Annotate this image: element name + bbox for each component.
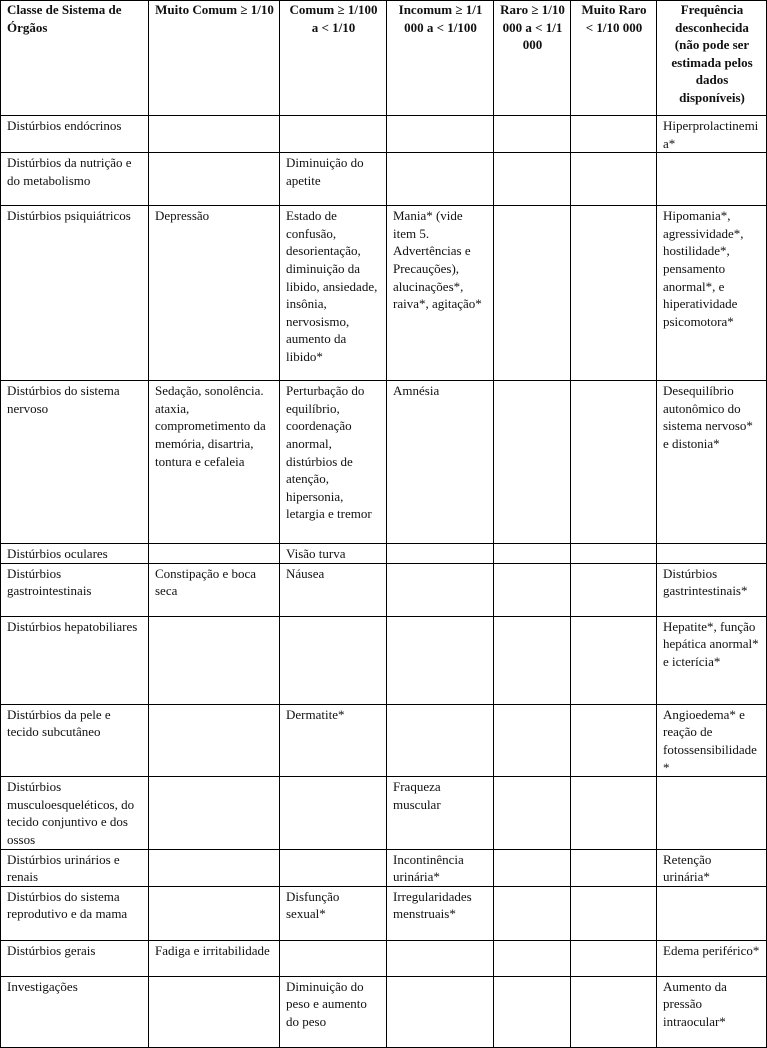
- uncommon-cell: [387, 940, 494, 976]
- table-row: [1, 940, 767, 976]
- very-common-cell: [149, 849, 280, 886]
- very-rare-cell: [571, 976, 657, 1047]
- rare-cell: [494, 206, 571, 381]
- uncommon-cell: [387, 976, 494, 1047]
- very-common-cell: [149, 116, 280, 153]
- very-common-cell: [149, 777, 280, 849]
- rare-cell: [494, 886, 571, 940]
- organ-class-cell: Distúrbios urinários e renais: [1, 849, 149, 886]
- uncommon-cell: Incontinência urinária*: [387, 849, 494, 886]
- unknown-frequency-cell: [657, 777, 767, 849]
- header-unknown-frequency: Frequência desconhecida (não pode ser estimada pelos dados disponíveis): [657, 1, 767, 116]
- very-rare-cell: [571, 563, 657, 616]
- table-row: [1, 704, 767, 776]
- common-cell: Diminuição do peso e aumento do peso: [280, 976, 387, 1047]
- table-row: [1, 116, 767, 153]
- organ-class-cell: Distúrbios psiquiátricos: [1, 206, 149, 381]
- very-common-cell: [149, 153, 280, 206]
- unknown-frequency-cell: [657, 153, 767, 206]
- uncommon-cell: Mania* (vide item 5. Advertências e Precauções), alucinações*, raiva*, agitação*: [387, 206, 494, 381]
- organ-class-cell: Distúrbios musculoesqueléticos, do tecido conjuntivo e dos ossos: [1, 777, 149, 849]
- uncommon-cell: Amnésia: [387, 381, 494, 544]
- common-cell: Náusea: [280, 563, 387, 616]
- unknown-frequency-cell: Aumento da pressão intraocular*: [657, 976, 767, 1047]
- header-common: Comum ≥ 1/100 a < 1/10: [280, 1, 387, 116]
- unknown-frequency-cell: Angioedema* e reação de fotossensibilidade*: [657, 704, 767, 776]
- common-cell: Dermatite*: [280, 704, 387, 776]
- rare-cell: [494, 544, 571, 564]
- unknown-frequency-cell: [657, 886, 767, 940]
- header-very-common: Muito Comum ≥ 1/10: [149, 1, 280, 116]
- uncommon-cell: [387, 544, 494, 564]
- organ-class-cell: Distúrbios oculares: [1, 544, 149, 564]
- very-common-cell: [149, 544, 280, 564]
- unknown-frequency-cell: Desequilíbrio autonômico do sistema nervoso* e distonia*: [657, 381, 767, 544]
- header-very-rare: Muito Raro < 1/10 000: [571, 1, 657, 116]
- uncommon-cell: [387, 563, 494, 616]
- very-common-cell: [149, 886, 280, 940]
- table-row: [1, 777, 767, 849]
- common-cell: Disfunção sexual*: [280, 886, 387, 940]
- very-rare-cell: [571, 940, 657, 976]
- table-body: [1, 116, 767, 1048]
- table-row: [1, 886, 767, 940]
- unknown-frequency-cell: Distúrbios gastrintestinais*: [657, 563, 767, 616]
- table-row: [1, 206, 767, 381]
- very-common-cell: Constipação e boca seca: [149, 563, 280, 616]
- unknown-frequency-cell: Hepatite*, função hepática anormal* e icterícia*: [657, 616, 767, 704]
- uncommon-cell: Fraqueza muscular: [387, 777, 494, 849]
- rare-cell: [494, 153, 571, 206]
- very-common-cell: [149, 976, 280, 1047]
- very-common-cell: [149, 616, 280, 704]
- organ-class-cell: Distúrbios gerais: [1, 940, 149, 976]
- rare-cell: [494, 563, 571, 616]
- rare-cell: [494, 616, 571, 704]
- common-cell: Estado de confusão, desorientação, diminuição da libido, ansiedade, insônia, nervosismo, aumento da libido*: [280, 206, 387, 381]
- rare-cell: [494, 940, 571, 976]
- header-rare: Raro ≥ 1/10 000 a < 1/1 000: [494, 1, 571, 116]
- organ-class-cell: Distúrbios do sistema reprodutivo e da mama: [1, 886, 149, 940]
- organ-class-cell: Distúrbios da pele e tecido subcutâneo: [1, 704, 149, 776]
- uncommon-cell: [387, 153, 494, 206]
- header-row: [1, 1, 767, 116]
- header-organ-class: Classe de Sistema de Órgãos: [1, 1, 149, 116]
- rare-cell: [494, 381, 571, 544]
- common-cell: Perturbação do equilíbrio, coordenação anormal, distúrbios de atenção, hipersonia, letargia e tremor: [280, 381, 387, 544]
- unknown-frequency-cell: Retenção urinária*: [657, 849, 767, 886]
- uncommon-cell: Irregularidades menstruais*: [387, 886, 494, 940]
- very-rare-cell: [571, 206, 657, 381]
- rare-cell: [494, 116, 571, 153]
- common-cell: [280, 777, 387, 849]
- very-common-cell: Depressão: [149, 206, 280, 381]
- header-uncommon: Incomum ≥ 1/1 000 a < 1/100: [387, 1, 494, 116]
- very-rare-cell: [571, 116, 657, 153]
- table-row: [1, 976, 767, 1047]
- uncommon-cell: [387, 616, 494, 704]
- unknown-frequency-cell: Hiperprolactinemia*: [657, 116, 767, 153]
- uncommon-cell: [387, 704, 494, 776]
- common-cell: [280, 849, 387, 886]
- table-row: [1, 616, 767, 704]
- table-row: [1, 381, 767, 544]
- organ-class-cell: Distúrbios endócrinos: [1, 116, 149, 153]
- common-cell: [280, 940, 387, 976]
- unknown-frequency-cell: Edema periférico*: [657, 940, 767, 976]
- rare-cell: [494, 704, 571, 776]
- organ-class-cell: Distúrbios do sistema nervoso: [1, 381, 149, 544]
- very-rare-cell: [571, 704, 657, 776]
- organ-class-cell: Distúrbios hepatobiliares: [1, 616, 149, 704]
- unknown-frequency-cell: Hipomania*, agressividade*, hostilidade*, pensamento anormal*, e hiperatividade psicomotora*: [657, 206, 767, 381]
- common-cell: [280, 616, 387, 704]
- very-rare-cell: [571, 544, 657, 564]
- organ-class-cell: Investigações: [1, 976, 149, 1047]
- table-row: [1, 544, 767, 564]
- rare-cell: [494, 777, 571, 849]
- table-row: [1, 849, 767, 886]
- unknown-frequency-cell: [657, 544, 767, 564]
- rare-cell: [494, 976, 571, 1047]
- common-cell: Visão turva: [280, 544, 387, 564]
- organ-class-cell: Distúrbios gastrointestinais: [1, 563, 149, 616]
- very-rare-cell: [571, 777, 657, 849]
- table-row: [1, 153, 767, 206]
- very-rare-cell: [571, 616, 657, 704]
- organ-class-cell: Distúrbios da nutrição e do metabolismo: [1, 153, 149, 206]
- very-rare-cell: [571, 153, 657, 206]
- very-common-cell: Fadiga e irritabilidade: [149, 940, 280, 976]
- uncommon-cell: [387, 116, 494, 153]
- very-rare-cell: [571, 381, 657, 544]
- common-cell: Diminuição do apetite: [280, 153, 387, 206]
- very-common-cell: Sedação, sonolência. ataxia, comprometimento da memória, disartria, tontura e cefaleia: [149, 381, 280, 544]
- very-common-cell: [149, 704, 280, 776]
- rare-cell: [494, 849, 571, 886]
- very-rare-cell: [571, 886, 657, 940]
- very-rare-cell: [571, 849, 657, 886]
- common-cell: [280, 116, 387, 153]
- table-row: [1, 563, 767, 616]
